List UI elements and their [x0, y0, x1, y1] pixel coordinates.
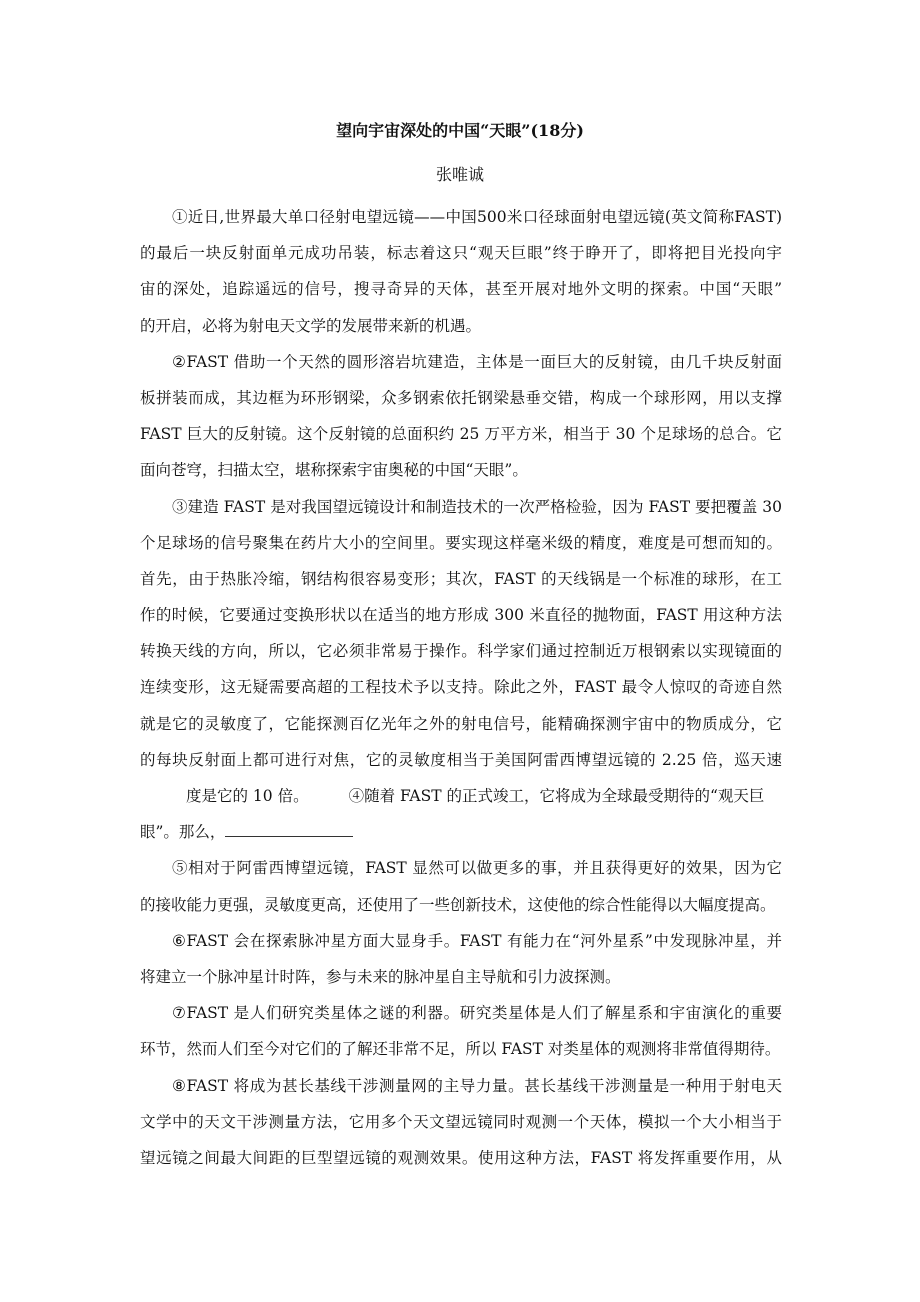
text-line: 将建立一个脉冲星计时阵，参与未来的脉冲星自主导航和引力波探测。 [140, 967, 621, 986]
article-title: 望向宇宙深处的中国“天眼”(18分) [336, 121, 584, 140]
paragraph-4 [140, 778, 782, 850]
paragraph-2 [140, 344, 782, 489]
text-line: 望远镜之间最大间距的巨型望远镜的观测效果。使用这种方法，FAST 将发挥重要作用，从 [140, 1148, 782, 1167]
paragraph-6 [140, 923, 782, 995]
text-line: 文学中的天文干涉测量方法，它用多个天文望远镜同时观测一个天体，模拟一个大小相当于 [140, 1112, 782, 1131]
text-line: 转换天线的方向，所以，它必须非常易于操作。科学家们通过控制近万根钢索以实现镜面的 [140, 642, 782, 661]
text-line: ②FAST 借助一个天然的圆形溶岩坑建造，主体是一面巨大的反射镜，由几千块反射面 [172, 352, 782, 371]
text-line: ③建造 FAST 是对我国望远镜设计和制造技术的一次严格检验，因为 FAST 要把覆盖 30 [172, 497, 782, 516]
paragraph-3 [140, 489, 782, 779]
text-line: ⑥FAST 会在探索脉冲星方面大显身手。FAST 有能力在“河外星系”中发现脉冲星，并 [172, 931, 782, 950]
text-line: 的接收能力更强，灵敏度更高，还使用了一些创新技术，这使他的综合性能得以大幅度提高。 [140, 895, 776, 914]
text-line: 就是它的灵敏度了，它能探测百亿光年之外的射电信号，能精确探测宇宙中的物质成分，它 [140, 714, 782, 733]
text-line [140, 814, 782, 850]
text-line: ⑦FAST 是人们研究类星体之谜的利器。研究类星体是人们了解星系和宇宙演化的重要 [172, 1004, 782, 1023]
text-line [140, 778, 782, 814]
text-line: 作的时候，它要通过变换形状以在适当的地方形成 300 米直径的抛物面，FAST 用这种方法 [140, 606, 782, 625]
text-line: 的最后一块反射面单元成功吊装，标志着这只“观天巨眼”终于睁开了，即将把目光投向宇 [140, 244, 782, 263]
text-line: FAST 巨大的反射镜。这个反射镜的总面积约 25 万平方米，相当于 30 个足球场的总合。它 [140, 425, 782, 444]
paragraph-8 [140, 1068, 782, 1177]
text-fragment: 度是它的 10 倍。 [186, 787, 309, 805]
text-line: ⑤相对于阿雷西博望远镜，FAST 显然可以做更多的事，并且获得更好的效果，因为它 [172, 859, 782, 878]
article-author: 张唯诚 [435, 165, 484, 184]
text-line: 首先，由于热胀冷缩，钢结构很容易变形；其次，FAST 的天线锅是一个标准的球形，在工 [140, 569, 782, 588]
text-fragment: ④随着 FAST 的正式竣工，它将成为全球最受期待的“观天巨 [348, 787, 765, 805]
text-line: 宙的深处，追踪遥远的信号，搜寻奇异的天体，甚至开展对地外文明的探索。中国“天眼” [140, 280, 782, 299]
article-body [140, 199, 782, 1176]
text-line: 连续变形，这无疑需要高超的工程技术予以支持。除此之外，FAST 最令人惊叹的奇迹自然 [140, 678, 782, 697]
text-line: 环节，然而人们至今对它们的了解还非常不足，所以 FAST 对类星体的观测将非常值得期待。 [140, 1040, 781, 1059]
paragraph-7 [140, 995, 782, 1067]
paragraph-1 [140, 199, 782, 344]
text-line: ①近日,世界最大单口径射电望远镜——中国500米口径球面射电望远镜(英文简称FAST) [172, 208, 782, 226]
fill-in-blank[interactable] [225, 822, 353, 837]
text-line: 板拼装而成，其边框为环形钢梁，众多钢索依托钢梁悬垂交错，构成一个球形网，用以支撑 [140, 388, 782, 407]
text-line: 的每块反射面上都可进行对焦，它的灵敏度相当于美国阿雷西博望远镜的 2.25 倍，巡天速 [140, 750, 782, 769]
text-line: 面向苍穹，扫描太空，堪称探索宇宙奥秘的中国“天眼”。 [140, 461, 528, 480]
text-fragment: 眼”。那么， [140, 823, 226, 842]
text-line: 的开启，必将为射电天文学的发展带来新的机遇。 [140, 316, 482, 335]
text-line: 个足球场的信号聚集在药片大小的空间里。要实现这样毫米级的精度，难度是可想而知的。 [140, 533, 782, 552]
paragraph-5 [140, 850, 782, 922]
text-line: ⑧FAST 将成为甚长基线干涉测量网的主导力量。甚长基线干涉测量是一种用于射电天 [172, 1076, 782, 1095]
